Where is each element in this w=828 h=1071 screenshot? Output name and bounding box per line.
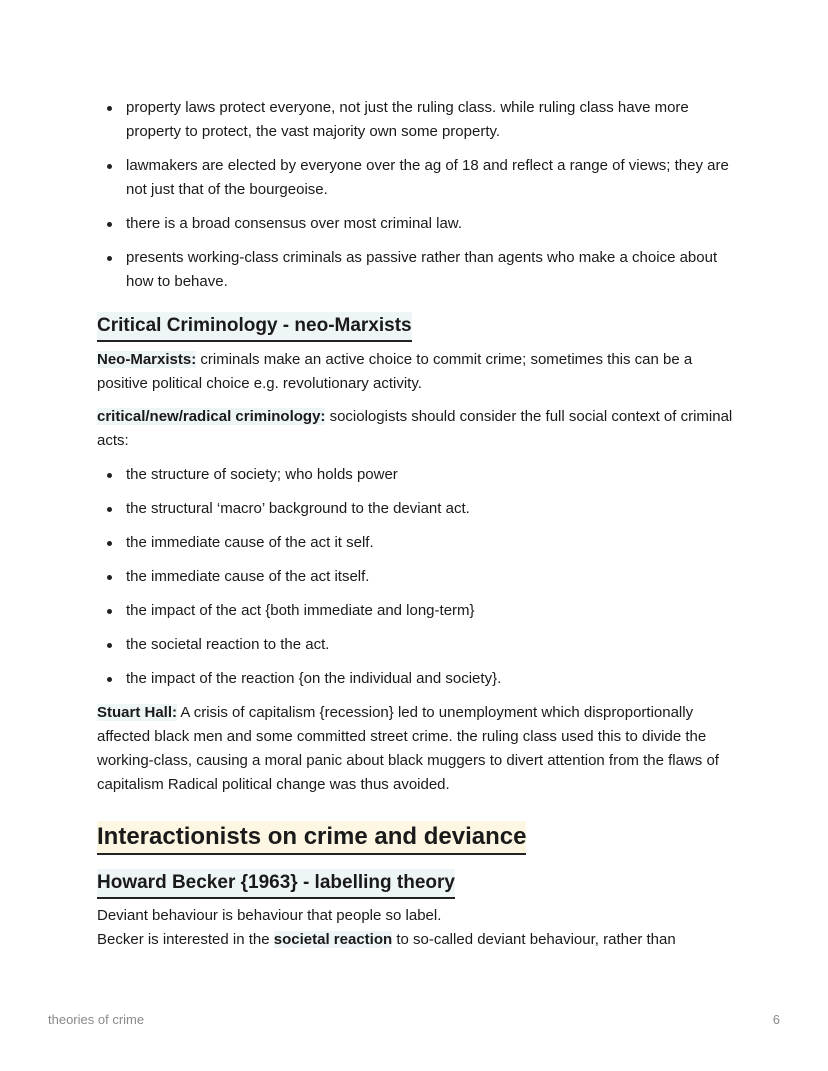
critical-criminology-heading: Critical Criminology - neo-Marxists — [97, 312, 412, 342]
neo-marxists-term: Neo-Marxists: — [97, 351, 197, 368]
list-item: the societal reaction to the act. — [97, 633, 737, 657]
stuart-hall-term: Stuart Hall: — [97, 704, 178, 721]
list-item: the immediate cause of the act itself. — [97, 565, 737, 589]
page-number: 6 — [772, 1012, 780, 1027]
critical-criminology-term: critical/new/radical criminology: — [97, 408, 326, 425]
list-item: property laws protect everyone, not just the ruling class. while ruling class have more property to protect, the vast majority own some property. — [97, 96, 737, 144]
societal-reaction-term: societal reaction — [273, 931, 393, 948]
interactionists-heading: Interactionists on crime and deviance — [97, 821, 526, 855]
list-item: there is a broad consensus over most criminal law. — [97, 212, 737, 236]
becker-text-post: to so-called deviant behaviour, rather than — [392, 931, 676, 948]
list-item: the impact of the act {both immediate and long-term} — [97, 599, 737, 623]
neo-marxists-text: criminals make an active choice to commit crime; sometimes this can be a positive political choice e.g. revolutionary activity. — [97, 351, 693, 392]
becker-definition: Deviant behaviour is behaviour that people so label. — [97, 907, 442, 924]
footer-title: theories of crime — [48, 1012, 145, 1027]
list-item: the impact of the reaction {on the individual and society}. — [97, 667, 737, 691]
social-context-list — [97, 463, 737, 691]
stuart-hall-paragraph — [97, 701, 737, 797]
objections-list — [97, 96, 737, 294]
document-body — [97, 96, 737, 952]
critical-criminology-paragraph — [97, 405, 737, 453]
list-item: lawmakers are elected by everyone over the ag of 18 and reflect a range of views; they are not just that of the bourgeoise. — [97, 154, 737, 202]
list-item: the structure of society; who holds power — [97, 463, 737, 487]
becker-heading: Howard Becker {1963} - labelling theory — [97, 869, 455, 899]
becker-text-pre: Becker is interested in the — [97, 931, 274, 948]
neo-marxists-paragraph — [97, 348, 737, 396]
list-item: the structural ‘macro’ background to the deviant act. — [97, 497, 737, 521]
critical-criminology-text: sociologists should consider the full social context of criminal acts: — [97, 408, 733, 449]
list-item: the immediate cause of the act it self. — [97, 531, 737, 555]
list-item: presents working-class criminals as passive rather than agents who make a choice about how to behave. — [97, 246, 737, 294]
becker-societal-reaction — [97, 928, 737, 952]
stuart-hall-text: A crisis of capitalism {recession} led to unemployment which disproportionally affected black men and some committed street crime. the ruling class used this to divide the working-class, causing a moral panic about black muggers to divert attention from the flaws of capitalism Radical political change was thus avoided. — [97, 704, 719, 793]
